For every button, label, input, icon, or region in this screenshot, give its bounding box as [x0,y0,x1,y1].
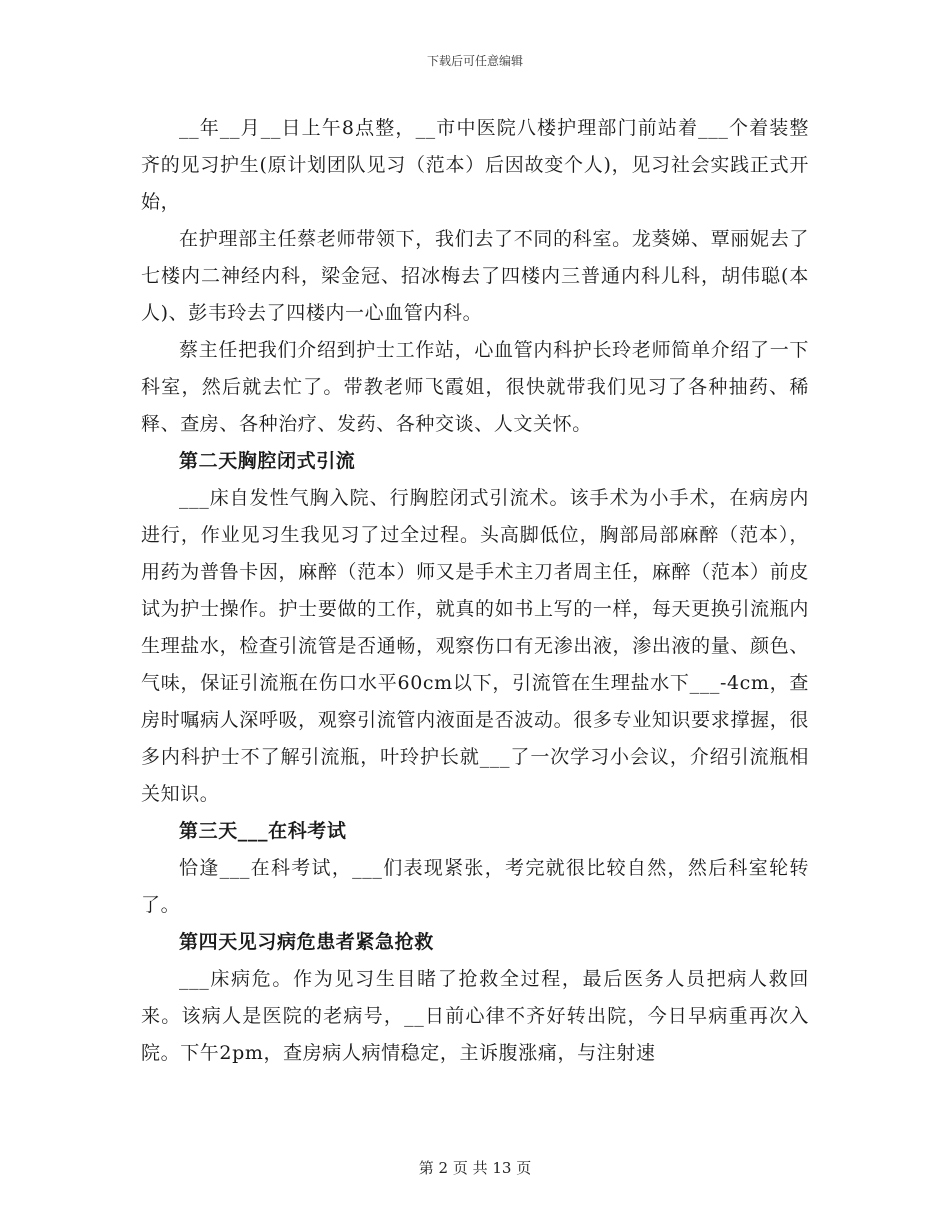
heading-day-two: 第二天胸腔闭式引流 [179,450,356,472]
paragraph-day-two: ___床自发性气胸入院、行胸腔闭式引流术。该手术为小手术，在病房内进行，作业见习生我见习了过全过程。头高脚低位，胸部局部麻醉（范本），用药为普鲁卡因，麻醉（范本）师又是手术主刀者周主任，麻醉（范本）前皮试为护士操作。护士要做的工作，就真的如书上写的一样，每天更换引流瓶内生理盐水，检查引流管是否通畅，观察伤口有无渗出液，渗出液的量、颜色、气味，保证引流瓶在伤口水平60cm以下，引流管在生理盐水下___-4cm，查房时嘱病人深呼吸，观察引流管内液面是否波动。很多专业知识要求撑握，很多内科护士不了解引流瓶，叶玲护长就___了一次学习小会议，介绍引流瓶相关知识。 [141,487,809,805]
page-header: 下载后可任意编辑 [426,54,523,68]
document-body [141,110,809,1072]
paragraph-departments: 在护理部主任蔡老师带领下，我们去了不同的科室。龙葵娣、覃丽妮去了七楼内二神经内科，梁金冠、招冰梅去了四楼内三普通内科儿科，胡伟聪(本人)、彭韦玲去了四楼内一心血管内科。 [141,228,809,324]
heading-day-four: 第四天见习病危患者紧急抢救 [179,931,434,953]
heading-day-three: 第三天___在科考试 [179,820,347,842]
paragraph-day-four: ___床病危。作为见习生目睹了抢救全过程，最后医务人员把病人救回来。该病人是医院的老病号，__日前心律不齐好转出院，今日早病重再次入院。下午2pm，查房病人病情稳定，主诉腹涨痛，与注射速 [141,968,809,1064]
page-number: 第 2 页 共 13 页 [418,1159,532,1177]
paragraph-day-three: 恰逢___在科考试，___们表现紧张，考完就很比较自然，然后科室轮转了。 [141,857,809,916]
paragraph-intro: __年__月__日上午8点整，__市中医院八楼护理部门前站着___个着装整齐的见习护生(原计划团队见习（范本）后因故变个人)，见习社会实践正式开始， [141,117,809,213]
paragraph-first-day: 蔡主任把我们介绍到护士工作站，心血管内科护长玲老师简单介绍了一下科室，然后就去忙了。带教老师飞霞姐，很快就带我们见习了各种抽药、稀释、查房、各种治疗、发药、各种交谈、人文关怀。 [141,339,809,435]
